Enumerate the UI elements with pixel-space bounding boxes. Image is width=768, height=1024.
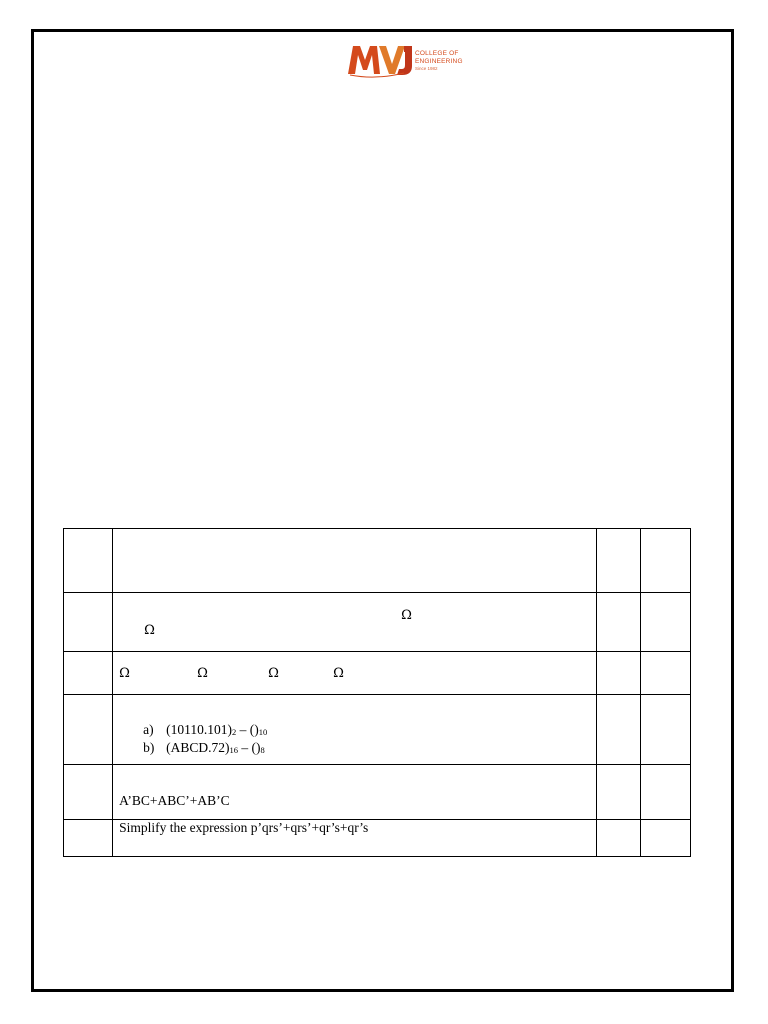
co-cell [640, 593, 690, 652]
question-text: Simplify the expression p’qrs’+qrs’+qr’s+qr’s [119, 820, 369, 835]
item-label: b) [143, 740, 155, 755]
qno-cell [64, 765, 113, 820]
logo-line-engineering: ENGINEERING [415, 57, 463, 65]
marks-cell [596, 820, 640, 857]
table-row [64, 652, 691, 695]
omega-symbol: Ω [197, 666, 208, 681]
list-item [143, 722, 267, 740]
question-cell [113, 529, 597, 593]
question-table [63, 528, 691, 857]
logo-line-college: COLLEGE OF [415, 50, 459, 57]
omega-symbol: Ω [119, 666, 130, 681]
omega-symbol: Ω [401, 608, 412, 623]
question-cell [113, 593, 597, 652]
omega-symbol: Ω [333, 666, 344, 681]
table-row [64, 695, 691, 765]
qno-cell [64, 593, 113, 652]
marks-cell [596, 529, 640, 593]
table-row [64, 529, 691, 593]
item-arrow: – () [237, 740, 261, 755]
table-row [64, 593, 691, 652]
college-logo [346, 40, 463, 80]
qno-cell [64, 820, 113, 857]
item-label: a) [143, 722, 154, 737]
marks-cell [596, 695, 640, 765]
item-base-to: 8 [260, 745, 265, 755]
mvj-logo-mark [346, 40, 414, 78]
item-base-from: 16 [229, 745, 238, 755]
table-row [64, 765, 691, 820]
question-cell [113, 652, 597, 695]
marks-cell [596, 593, 640, 652]
question-cell [113, 765, 597, 820]
table-row [64, 820, 691, 857]
logo-wordmark [415, 51, 463, 72]
marks-cell [596, 652, 640, 695]
co-cell [640, 765, 690, 820]
question-cell [113, 695, 597, 765]
item-expression: (10110.101) [166, 722, 232, 737]
marks-cell [596, 765, 640, 820]
qno-cell [64, 652, 113, 695]
omega-symbol: Ω [144, 623, 155, 638]
item-base-to: 10 [258, 727, 268, 737]
qno-cell [64, 695, 113, 765]
list-item [143, 740, 267, 758]
qno-cell [64, 529, 113, 593]
co-cell [640, 820, 690, 857]
co-cell [640, 529, 690, 593]
co-cell [640, 652, 690, 695]
co-cell [640, 695, 690, 765]
item-expression: (ABCD.72) [166, 740, 230, 755]
conversion-list [143, 722, 267, 758]
item-base-from: 2 [231, 727, 237, 737]
logo-line-since: Since 1982 [415, 66, 438, 71]
omega-symbol: Ω [268, 666, 279, 681]
boolean-expression: A’BC+ABC’+AB’C [119, 793, 230, 808]
question-cell [113, 820, 597, 857]
item-arrow: – () [236, 722, 259, 737]
